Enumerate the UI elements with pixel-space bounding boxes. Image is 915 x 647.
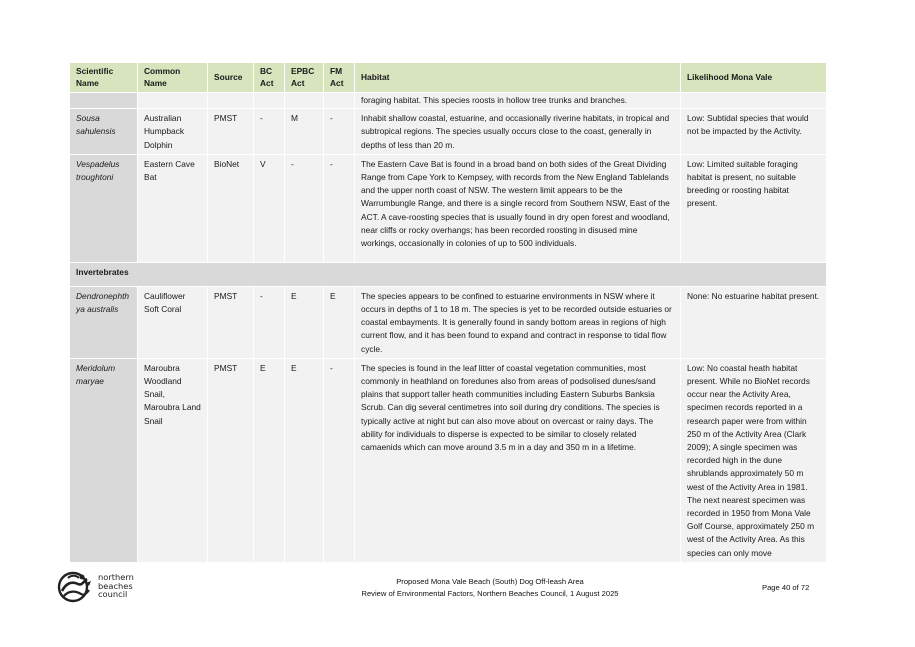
cell-source: PMST <box>208 359 254 563</box>
cell-likelihood: Low: No coastal heath habitat present. While no BioNet records occur near the Activity Area, specimen records reported in a research paper were from within 250 m of the Activity Area (Clark 2009); A single specimen was recorded high in the dune shrublands approximately 50 m west of the Activity Area in 1981. The next nearest specimen was recorded in 1950 from Mona Vale Golf Course, approximately 250 m west of the Activity Area. As this species can only move <box>681 359 827 563</box>
logo-word: northern <box>98 572 134 582</box>
cell-epbc-act: M <box>285 109 324 155</box>
cell-habitat: The Eastern Cave Bat is found in a broad band on both sides of the Great Dividing Range from Cape York to Kempsey, with records from the New England Tablelands and the upper north coast of NSW. The western limit appears to be the Warrumbungle Range, and there is a single record from Southern NSW, East of the ACT. A cave-roosting species that is usually found in dry open forest and woodland, near cliffs or rocky overhangs; has been recorded roosting in disused mine workings, occasionally in colonies of up to 500 individuals. <box>355 155 681 263</box>
cell-bc-act: E <box>254 359 285 563</box>
cell-source: BioNet <box>208 155 254 263</box>
cell-bc-act: - <box>254 287 285 359</box>
species-table <box>70 63 827 563</box>
cell-scientific-name: Sousa sahulensis <box>70 109 138 155</box>
header-common-name: Common Name <box>138 63 208 93</box>
header-fm-act: FM Act <box>324 63 355 93</box>
header-habitat: Habitat <box>355 63 681 93</box>
logo-word: council <box>98 589 128 599</box>
table-row <box>70 359 827 563</box>
table-row-continuation <box>70 93 827 109</box>
cell-common-name: Maroubra Woodland Snail, Maroubra Land Snail <box>138 359 208 563</box>
cell-scientific-name: Dendronephthya australis <box>70 287 138 359</box>
page-number: Page 40 of 72 <box>762 583 810 592</box>
cell-common-name: Australian Humpback Dolphin <box>138 109 208 155</box>
cell-likelihood: None: No estuarine habitat present. <box>681 287 827 359</box>
cell-bc-act: V <box>254 155 285 263</box>
cell-source: PMST <box>208 109 254 155</box>
footer-title: Proposed Mona Vale Beach (South) Dog Off-leash Area <box>396 577 584 586</box>
cell-likelihood: Low: Limited suitable foraging habitat is present, no suitable breeding or roosting habitat present. <box>681 155 827 263</box>
cell-epbc-act: - <box>285 155 324 263</box>
header-likelihood: Likelihood Mona Vale <box>681 63 827 93</box>
cell-bc-act: - <box>254 109 285 155</box>
footer-subtitle: Review of Environmental Factors, Northern Beaches Council, 1 August 2025 <box>361 589 619 598</box>
header-epbc-act: EPBC Act <box>285 63 324 93</box>
cell-epbc-act: E <box>285 359 324 563</box>
cell-habitat: Inhabit shallow coastal, estuarine, and occasionally riverine habitats, in tropical and subtropical regions. The species usually occurs close to the coast, generally in depths of less than 20 m. <box>355 109 681 155</box>
header-scientific-name: Scientific Name <box>70 63 138 93</box>
header-source: Source <box>208 63 254 93</box>
group-label: Invertebrates <box>70 263 827 287</box>
header-bc-act: BC Act <box>254 63 285 93</box>
cell-fm-act: - <box>324 359 355 563</box>
table-header-row <box>70 63 827 93</box>
table-row <box>70 287 827 359</box>
cell-likelihood: Low: Subtidal species that would not be impacted by the Activity. <box>681 109 827 155</box>
cell-fm-act: - <box>324 109 355 155</box>
cell-fm-act: E <box>324 287 355 359</box>
group-row-invertebrates <box>70 263 827 287</box>
cell-fm-act: - <box>324 155 355 263</box>
cell-epbc-act: E <box>285 287 324 359</box>
council-logo <box>56 569 156 607</box>
cell-scientific-name: Vespadelus troughtoni <box>70 155 138 263</box>
cell-habitat: The species appears to be confined to estuarine environments in NSW where it occurs in depths of 1 to 18 m. The species is yet to be recorded outside estuaries or coastal embayments. It is generally found in sandy bottom areas in regions of high current flow, and it has been found to expand and contract in response to tidal flow cycle. <box>355 287 681 359</box>
cell-habitat: foraging habitat. This species roosts in hollow tree trunks and branches. <box>355 93 681 109</box>
cell-common-name: Cauliflower Soft Coral <box>138 287 208 359</box>
table-row <box>70 109 827 155</box>
council-logo-icon <box>56 569 94 605</box>
cell-source: PMST <box>208 287 254 359</box>
logo-word: beaches <box>98 580 133 591</box>
cell-scientific-name: Meridolum maryae <box>70 359 138 563</box>
table-row <box>70 155 827 263</box>
cell-common-name: Eastern Cave Bat <box>138 155 208 263</box>
cell-habitat: The species is found in the leaf litter of coastal vegetation communities, most commonly in heathland on foredunes also from areas of podsolised dunes/sand plains that support taller heath communities including Eastern Suburbs Banksia Scrub. Can dig several centimetres into soil during dry conditions. The species is typically active at night but can also move about on overcast or rainy days. The ability for individuals to disperse is expected to be similar to closely related camaenids which can move around 3.5 m in a day and 350 m in a lifetime. <box>355 359 681 563</box>
footer-title-block <box>300 576 680 600</box>
